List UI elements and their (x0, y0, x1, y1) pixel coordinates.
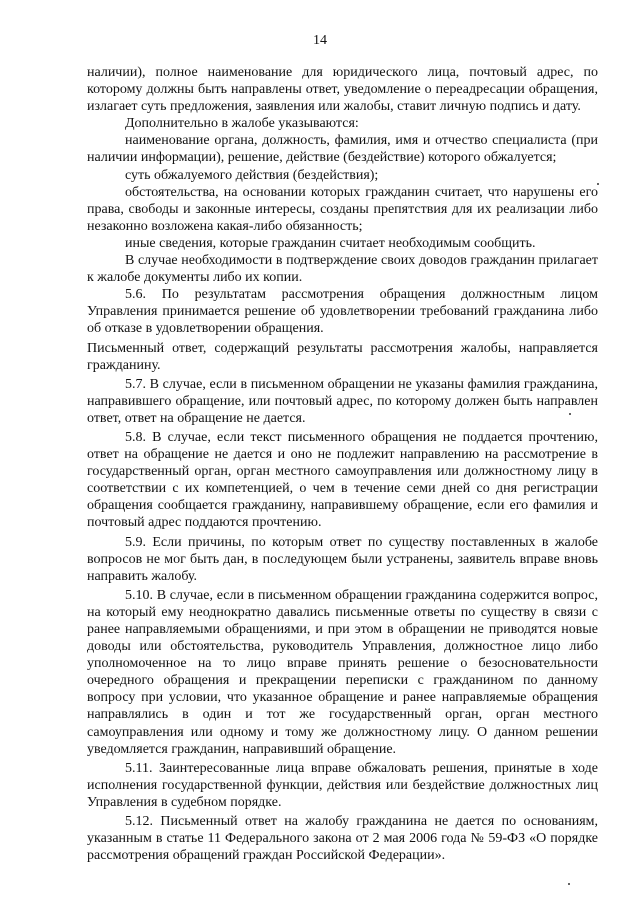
paragraph-5-10: 5.10. В случае, если в письменном обращении гражданина содержится вопрос, на который ему неоднократно давались письменные ответы по существу в связи с ранее направляемыми обращениями, и при этом в обращении не приводятся новые доводы или обстоятельства, руководитель Управления, должностное лицо либо уполномоченное на то лицо вправе принять решение о безосновательности очередного обращения и прекращении переписки с гражданином по данному вопросу при условии, что указанное обращение и ранее направляемые обращения направлялись в один и тот же государственный орган, орган местного самоуправления или одному и тому же должностному лицу. О данном решении уведомляется гражданин, направивший обращение. (87, 587, 598, 757)
page-number: 14 (313, 33, 327, 48)
paragraph-complaint-contents-intro: Дополнительно в жалобе указываются: (125, 116, 359, 132)
scan-speck (569, 413, 571, 415)
paragraph-continuation: наличии), полное наименование для юридического лица, почтовый адрес, по которому должны быть направлены ответ, уведомление о переадресации обращения, излагает суть предложения, заявления или жалобы, ставит личную подпись и дату. (87, 65, 598, 115)
paragraph-complaint-item-organ: наименование органа, должность, фамилия, имя и отчество специалиста (при наличии информации), решение, действие (бездействие) которого обжалуется; (87, 133, 598, 166)
paragraph-5-8: 5.8. В случае, если текст письменного обращения не поддается прочтению, ответ на обращение не дается и оно не подлежит направлению на рассмотрение в государственный орган, орган местного самоуправления или должностному лицу в соответствии с их компетенцией, о чем в течение семи дней со дня регистрации обращения сообщается гражданину, направившему обращение, если его фамилия и почтовый адрес поддаются прочтению. (87, 429, 598, 531)
paragraph-5-9: 5.9. Если причины, по которым ответ по существу поставленных в жалобе вопросов не мог быть дан, в последующем были устранены, заявитель вправе вновь направить жалобу. (87, 534, 598, 584)
paragraph-5-7: 5.7. В случае, если в письменном обращении не указаны фамилия гражданина, направившего обращение, или почтовый адрес, по которому должен быть направлен ответ, ответ на обращение не дается. (87, 376, 598, 426)
paragraph-5-12: 5.12. Письменный ответ на жалобу гражданина не дается по основаниям, указанным в статье 11 Федерального закона от 2 мая 2006 года № 59-ФЗ «О порядке рассмотрения обращений граждан Российской Федерации». (87, 814, 598, 864)
paragraph-written-response: Письменный ответ, содержащий результаты рассмотрения жалобы, направляется гражданину. (87, 340, 598, 373)
document-body (87, 64, 598, 864)
scan-speck (597, 183, 599, 185)
paragraph-complaint-item-action: суть обжалуемого действия (бездействия); (125, 167, 379, 183)
paragraph-supporting-documents: В случае необходимости в подтверждение своих доводов гражданин прилагает к жалобе документы либо их копии. (87, 253, 598, 286)
paragraph-5-6: 5.6. По результатам рассмотрения обращения должностным лицом Управления принимается решение об удовлетворении требований гражданина либо об отказе в удовлетворении обращения. (87, 287, 598, 337)
paragraph-5-11: 5.11. Заинтересованные лица вправе обжаловать решения, принятые в ходе исполнения государственной функции, действия или бездействие должностных лиц Управления в судебном порядке. (87, 760, 598, 810)
scan-speck (568, 883, 570, 885)
paragraph-complaint-item-other: иные сведения, которые гражданин считает необходимым сообщить. (125, 235, 536, 251)
paragraph-complaint-item-circumstances: обстоятельства, на основании которых гражданин считает, что нарушены его права, свободы и законные интересы, созданы препятствия для их реализации либо незаконно возложена какая-либо обязанность; (87, 184, 598, 234)
